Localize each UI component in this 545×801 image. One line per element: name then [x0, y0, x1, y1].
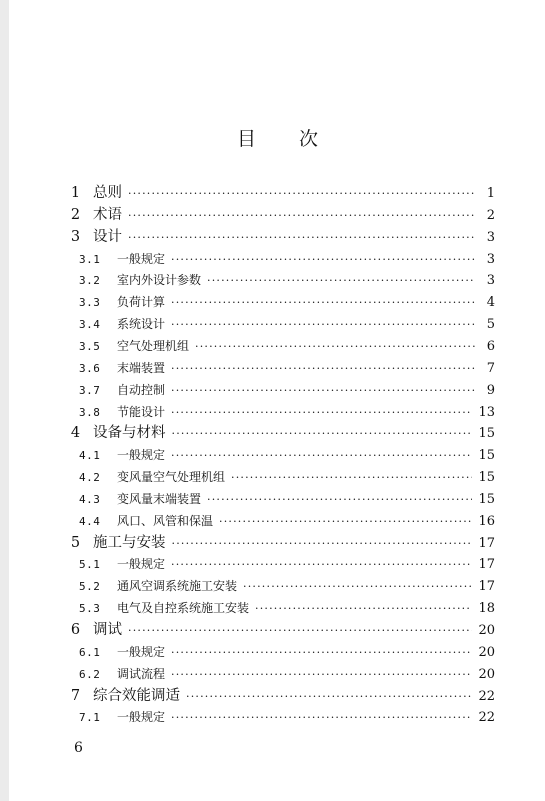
- toc-entry-number: 5: [70, 534, 81, 551]
- toc-entry-number: 7.1: [79, 711, 101, 725]
- dot-leader: [171, 380, 475, 402]
- dot-leader: [171, 292, 475, 314]
- toc-entry-label: 调试流程: [117, 666, 166, 681]
- toc-entry-number: 5.1: [79, 558, 101, 572]
- toc-entry-label: 负荷计算: [117, 295, 166, 310]
- toc-entry-number: 4.4: [79, 514, 101, 528]
- toc-entry-label: 设备与材料: [93, 425, 166, 442]
- toc-title-char-1: 目: [237, 128, 257, 150]
- dot-leader: [219, 511, 472, 533]
- toc-entry[interactable]: [79, 357, 495, 379]
- toc-entry-label: 通风空调系统施工安装: [117, 579, 238, 594]
- toc-entry-page: 13: [478, 404, 495, 420]
- toc-entry[interactable]: [79, 444, 495, 466]
- toc-entry-number: 4.2: [79, 471, 101, 485]
- toc-entry-page: 2: [486, 207, 495, 223]
- toc-entry[interactable]: [79, 291, 495, 313]
- toc-entry-number: 6.2: [79, 667, 101, 681]
- dot-leader: [171, 358, 475, 380]
- toc-entry-page: 15: [478, 426, 495, 442]
- toc-entry-label: 室内外设计参数: [117, 273, 202, 288]
- dot-leader: [243, 576, 472, 598]
- toc-entry-number: 5.3: [79, 602, 101, 616]
- dot-leader: [171, 707, 472, 729]
- toc-entry-page: 20: [478, 644, 495, 660]
- toc-entry-page: 22: [478, 688, 495, 704]
- dot-leader: [171, 445, 472, 467]
- toc-title-char-2: 次: [299, 128, 319, 150]
- toc-entry-page: 17: [478, 579, 495, 595]
- toc-entry-number: 7: [70, 687, 81, 704]
- toc-entry[interactable]: [79, 706, 495, 728]
- toc-entry[interactable]: [79, 597, 495, 619]
- toc-entry[interactable]: [64, 204, 495, 226]
- toc-entry-number: 3.4: [79, 318, 101, 332]
- toc-entry[interactable]: [79, 641, 495, 663]
- toc-entry-label: 变风量末端装置: [117, 491, 202, 506]
- dot-leader: [195, 336, 475, 358]
- toc-entry-page: 4: [486, 295, 495, 311]
- toc-entry[interactable]: [64, 532, 495, 554]
- toc-entry[interactable]: [64, 422, 495, 444]
- dot-leader: [255, 598, 472, 620]
- toc-entry-page: 7: [486, 360, 495, 376]
- toc-entry-page: 15: [478, 448, 495, 464]
- toc-entry-page: 3: [486, 229, 495, 245]
- toc-entry-page: 17: [478, 557, 495, 573]
- toc-entry-number: 2: [70, 206, 81, 223]
- toc-entry-label: 设计: [93, 228, 122, 245]
- toc-entry-label: 变风量空气处理机组: [117, 470, 226, 485]
- dot-leader: [171, 554, 472, 576]
- toc-entry-page: 18: [478, 601, 495, 617]
- toc-entry-label: 一般规定: [117, 251, 166, 266]
- dot-leader: [171, 314, 475, 336]
- toc-entry[interactable]: [79, 510, 495, 532]
- toc-entry-page: 20: [478, 666, 495, 682]
- toc-entry-label: 调试: [93, 622, 122, 638]
- toc-entry-page: 9: [486, 382, 495, 398]
- toc-entry-label: 风口、风管和保温: [117, 513, 214, 528]
- toc-entry[interactable]: [79, 248, 495, 270]
- dot-leader: [171, 642, 472, 664]
- toc-entry-number: 3.3: [79, 296, 101, 310]
- toc-entry-page: 15: [478, 491, 495, 507]
- toc-entry-label: 施工与安装: [93, 534, 166, 551]
- toc-entry-number: 1: [70, 185, 81, 201]
- dot-leader: [128, 227, 475, 249]
- toc-entry-number: 3.2: [79, 274, 101, 288]
- toc-entry[interactable]: [79, 575, 495, 597]
- toc-entry-label: 一般规定: [117, 557, 166, 572]
- toc-entry-label: 一般规定: [117, 644, 166, 659]
- toc-entry-number: 4.3: [79, 492, 101, 506]
- dot-leader: [171, 402, 472, 424]
- toc-entry[interactable]: [79, 553, 495, 575]
- toc-entry-number: 4.1: [79, 449, 101, 463]
- toc-entry-page: 3: [486, 251, 495, 267]
- toc-entry-page: 16: [478, 513, 495, 529]
- dot-leader: [186, 686, 472, 708]
- toc-entry-page: 15: [478, 470, 495, 486]
- toc-entry[interactable]: [64, 226, 495, 248]
- dot-leader: [171, 249, 475, 271]
- toc-entry-number: 3.7: [79, 383, 101, 397]
- toc-entry[interactable]: [64, 619, 495, 641]
- document-page: [9, 0, 545, 801]
- dot-leader: [171, 664, 472, 686]
- toc-entry-page: 20: [478, 623, 495, 638]
- dot-leader: [172, 423, 473, 445]
- toc-entry-page: 5: [486, 317, 495, 333]
- toc-entry[interactable]: [64, 182, 495, 204]
- dot-leader: [207, 270, 475, 292]
- toc-entry[interactable]: [79, 335, 495, 357]
- dot-leader: [128, 620, 472, 642]
- dot-leader: [207, 489, 472, 511]
- toc-entry-number: 5.2: [79, 580, 101, 594]
- toc-entry-number: 3.1: [79, 252, 101, 266]
- toc-entry-label: 综合效能调适: [93, 687, 180, 704]
- toc-entry-label: 一般规定: [117, 710, 166, 725]
- toc-entry-page: 1: [486, 186, 495, 201]
- dot-leader: [128, 183, 475, 205]
- toc-entry-number: 6.1: [79, 645, 101, 659]
- toc-entry[interactable]: [79, 379, 495, 401]
- toc-entry-label: 电气及自控系统施工安装: [117, 601, 250, 616]
- toc-entry-page: 22: [478, 710, 495, 726]
- toc-entry[interactable]: [64, 685, 495, 707]
- toc-entry-label: 末端装置: [117, 360, 166, 375]
- toc-entry-page: 3: [486, 273, 495, 289]
- page-number: 6: [74, 740, 83, 756]
- toc-entry-number: 3.5: [79, 339, 101, 353]
- dot-leader: [128, 205, 475, 227]
- toc-entry[interactable]: [79, 663, 495, 685]
- toc-entry-label: 系统设计: [117, 317, 166, 332]
- toc-entry[interactable]: [79, 313, 495, 335]
- toc-entry[interactable]: [79, 269, 495, 291]
- toc-entry-number: 3.8: [79, 405, 101, 419]
- toc-entry-label: 节能设计: [117, 404, 166, 419]
- toc-entry-label: 总则: [93, 185, 122, 201]
- toc-entry-number: 3.6: [79, 361, 101, 375]
- toc-entry-number: 6: [70, 622, 81, 638]
- dot-leader: [231, 467, 472, 489]
- toc-entry[interactable]: [79, 401, 495, 423]
- toc-entry[interactable]: [79, 466, 495, 488]
- dot-leader: [172, 533, 473, 555]
- toc-entry[interactable]: [79, 488, 495, 510]
- toc-entry-label: 自动控制: [117, 382, 166, 397]
- toc-entry-label: 一般规定: [117, 448, 166, 463]
- toc-entry-number: 4: [70, 425, 81, 442]
- toc-entry-label: 术语: [93, 206, 122, 223]
- toc-entry-label: 空气处理机组: [117, 338, 190, 353]
- toc-entry-page: 6: [486, 338, 495, 354]
- toc-entry-page: 17: [478, 535, 495, 551]
- toc-entry-number: 3: [70, 228, 81, 245]
